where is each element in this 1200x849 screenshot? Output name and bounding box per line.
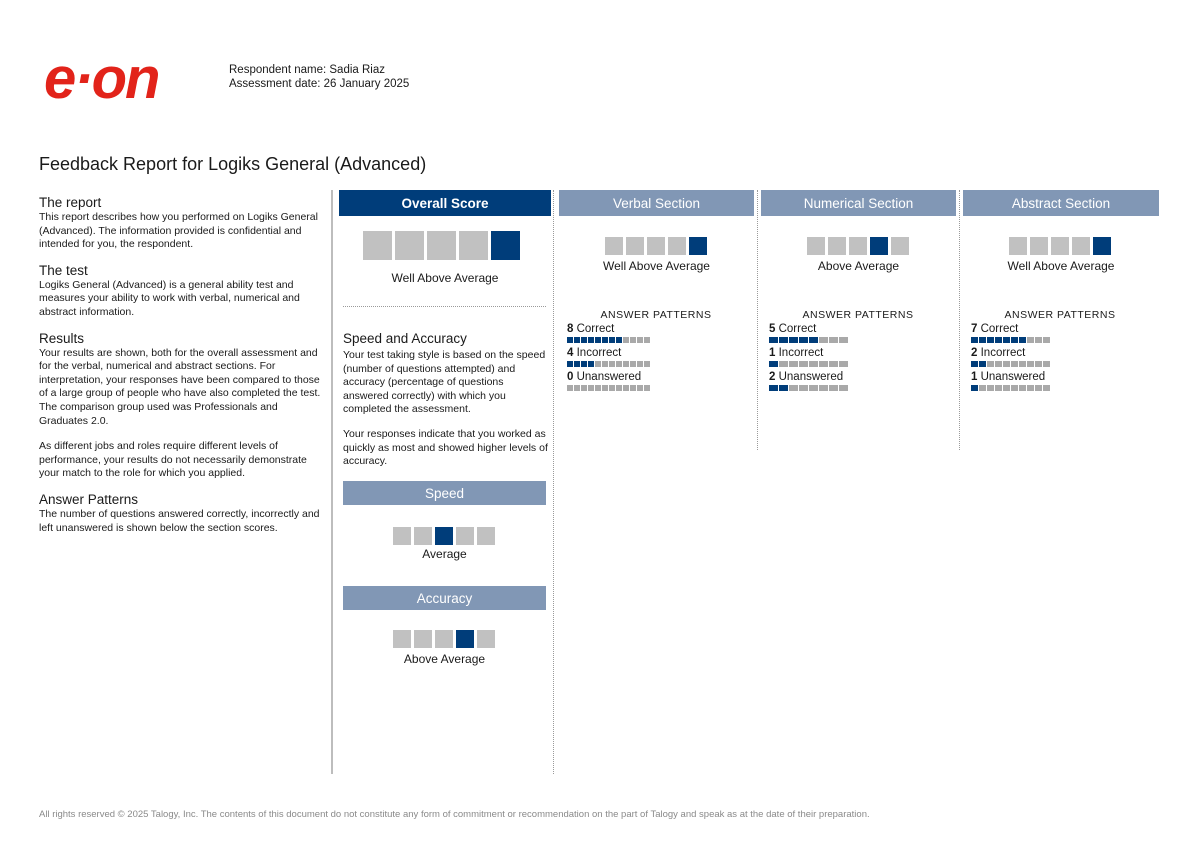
bar-segment-empty [839, 337, 848, 343]
bar-segment-filled [979, 337, 986, 343]
bar-segment-filled [789, 337, 798, 343]
assessment-date: Assessment date: 26 January 2025 [229, 78, 410, 90]
column-divider-dotted [959, 190, 960, 450]
bar-segment-filled [779, 385, 788, 391]
answer-pattern-label: Incorrect [980, 347, 1026, 359]
scale-box [849, 237, 867, 255]
bar-segment-filled [602, 337, 608, 343]
bar-segment-empty [819, 361, 828, 367]
bar-segment-empty [1035, 337, 1042, 343]
bar-segment-empty [819, 385, 828, 391]
bar-segment-empty [616, 385, 622, 391]
answer-pattern-text [971, 323, 1151, 336]
answer-pattern-label: Unanswered [980, 371, 1046, 383]
answer-pattern-count: 8 [567, 323, 574, 335]
scale-box-active [1093, 237, 1111, 255]
bar-segment-filled [971, 337, 978, 343]
answer-pattern-count: 4 [567, 347, 574, 359]
respondent-name: Respondent name: Sadia Riaz [229, 64, 385, 76]
answer-pattern-row [769, 323, 949, 343]
answer-pattern-row [971, 371, 1151, 391]
patterns-heading: Answer Patterns [39, 491, 139, 507]
answer-pattern-bar [971, 361, 1151, 367]
bar-segment-filled [979, 361, 986, 367]
report-text: This report describes how you performed on Logiks General (Advanced). The information provided is confidential and intended for you, the respondent. [39, 211, 318, 251]
scale-box-active [456, 630, 474, 648]
intro-report [39, 195, 324, 252]
speed-accuracy-heading: Speed and Accuracy [343, 331, 467, 346]
overall-score-header: Overall Score [339, 190, 551, 216]
bar-segment-empty [1011, 385, 1018, 391]
answer-pattern-bar [567, 337, 747, 343]
answer-pattern-bar [971, 337, 1151, 343]
bar-segment-empty [644, 385, 650, 391]
speed-accuracy-text-2: Your responses indicate that you worked as quickly as most and showed higher levels of accuracy. [343, 427, 548, 468]
intro-patterns [39, 492, 324, 535]
scale-box [414, 630, 432, 648]
bar-segment-filled [588, 337, 594, 343]
bar-segment-empty [602, 361, 608, 367]
answer-pattern-row [769, 371, 949, 391]
bar-segment-empty [829, 337, 838, 343]
speed-header: Speed [343, 481, 546, 505]
bar-segment-filled [1011, 337, 1018, 343]
accuracy-label: Above Average [403, 652, 486, 666]
answer-pattern-label: Correct [980, 323, 1019, 335]
column-divider-dotted [757, 190, 758, 450]
bar-segment-empty [637, 361, 643, 367]
bar-segment-filled [769, 361, 778, 367]
answer-pattern-text [567, 347, 747, 360]
answer-pattern-bar [769, 385, 949, 391]
test-text: Logiks General (Advanced) is a general ability test and measures your ability to work with verbal, numerical and abstract information. [39, 278, 300, 318]
answer-pattern-bar [769, 337, 949, 343]
abstract-section-scale [1009, 237, 1111, 255]
scale-box [414, 527, 432, 545]
bar-segment-filled [581, 337, 587, 343]
scale-box [891, 237, 909, 255]
answer-pattern-text [971, 347, 1151, 360]
intro-column [39, 195, 324, 546]
test-heading: The test [39, 262, 88, 278]
answer-pattern-label: Incorrect [576, 347, 622, 359]
bar-segment-empty [630, 385, 636, 391]
bar-segment-empty [1027, 361, 1034, 367]
bar-segment-empty [1011, 361, 1018, 367]
bar-segment-filled [567, 361, 573, 367]
bar-segment-filled [769, 337, 778, 343]
answer-pattern-count: 2 [769, 371, 776, 383]
bar-segment-empty [595, 385, 601, 391]
answer-patterns-heading: ANSWER PATTERNS [1004, 309, 1116, 321]
bar-segment-empty [581, 385, 587, 391]
scale-box [435, 630, 453, 648]
bar-segment-empty [588, 385, 594, 391]
bar-segment-empty [839, 385, 848, 391]
scale-box [605, 237, 623, 255]
bar-segment-empty [799, 361, 808, 367]
scale-box [807, 237, 825, 255]
verbal-section-header: Verbal Section [559, 190, 754, 216]
answer-pattern-row [769, 347, 949, 367]
bar-segment-empty [630, 337, 636, 343]
bar-segment-filled [1003, 337, 1010, 343]
answer-pattern-count: 1 [769, 347, 776, 359]
eon-logo [44, 52, 214, 106]
bar-segment-empty [616, 361, 622, 367]
bar-segment-filled [588, 361, 594, 367]
bar-segment-empty [1027, 337, 1034, 343]
overall-score-scale [363, 231, 520, 260]
bar-segment-filled [616, 337, 622, 343]
scale-box [828, 237, 846, 255]
numerical-answer-patterns [769, 309, 949, 395]
bar-segment-empty [637, 337, 643, 343]
bar-segment-empty [987, 361, 994, 367]
answer-pattern-count: 7 [971, 323, 978, 335]
bar-segment-empty [789, 385, 798, 391]
bar-segment-empty [995, 361, 1002, 367]
bar-segment-filled [581, 361, 587, 367]
bar-segment-empty [809, 361, 818, 367]
report-title: Feedback Report for Logiks General (Advanced) [39, 154, 427, 174]
bar-segment-filled [779, 337, 788, 343]
scale-box [1051, 237, 1069, 255]
bar-segment-empty [839, 361, 848, 367]
answer-pattern-row [971, 323, 1151, 343]
bar-segment-empty [574, 385, 580, 391]
scale-box [395, 231, 424, 260]
answer-pattern-row [971, 347, 1151, 367]
scale-box [393, 630, 411, 648]
verbal-section-scale [605, 237, 707, 255]
answer-pattern-count: 0 [567, 371, 574, 383]
bar-segment-empty [1019, 361, 1026, 367]
answer-pattern-label: Incorrect [778, 347, 824, 359]
bar-segment-empty [637, 385, 643, 391]
bar-segment-empty [1019, 385, 1026, 391]
accuracy-header: Accuracy [343, 586, 546, 610]
answer-pattern-row [567, 323, 747, 343]
speed-scale [393, 527, 495, 545]
bar-segment-empty [644, 337, 650, 343]
answer-pattern-label: Unanswered [778, 371, 844, 383]
separator [343, 306, 546, 307]
answer-pattern-text [567, 323, 747, 336]
scale-box [626, 237, 644, 255]
intro-test [39, 263, 324, 320]
bar-segment-empty [995, 385, 1002, 391]
bar-segment-filled [609, 337, 615, 343]
bar-segment-empty [623, 337, 629, 343]
bar-segment-filled [995, 337, 1002, 343]
bar-segment-filled [971, 385, 978, 391]
answer-pattern-text [567, 371, 747, 384]
scale-box [1030, 237, 1048, 255]
bar-segment-empty [1043, 385, 1050, 391]
scale-box [477, 630, 495, 648]
scale-box-active [435, 527, 453, 545]
scale-box [459, 231, 488, 260]
bar-segment-empty [1043, 337, 1050, 343]
scale-box [477, 527, 495, 545]
bar-segment-filled [987, 337, 994, 343]
svg-text:e·on: e·on [44, 52, 159, 106]
bar-segment-empty [829, 385, 838, 391]
footer-copyright: All rights reserved © 2025 Talogy, Inc. The contents of this document do not constitute any form of commitment or recommendation on the part of Talogy and speak as at the date of their preparation. [39, 809, 870, 820]
answer-pattern-row [567, 347, 747, 367]
speed-accuracy [343, 331, 548, 469]
answer-pattern-label: Unanswered [576, 371, 642, 383]
scale-box [668, 237, 686, 255]
answer-pattern-label: Correct [778, 323, 817, 335]
bar-segment-empty [1003, 361, 1010, 367]
bar-segment-empty [809, 385, 818, 391]
intro-results [39, 331, 324, 481]
bar-segment-empty [609, 361, 615, 367]
overall-score-label: Well Above Average [391, 271, 499, 285]
results-text-1: Your results are shown, both for the overall assessment and for the verbal, numerical and abstract sections. For interpretation, your responses have been compared to those of a large group of people who have also completed the test. The comparison group used was Professionals and Graduates 2.0. [39, 346, 321, 427]
scale-box [456, 527, 474, 545]
bar-segment-filled [595, 337, 601, 343]
scale-box [1072, 237, 1090, 255]
bar-segment-empty [979, 385, 986, 391]
bar-segment-filled [567, 337, 573, 343]
answer-pattern-count: 2 [971, 347, 978, 359]
bar-segment-empty [1003, 385, 1010, 391]
bar-segment-empty [595, 361, 601, 367]
scale-box-active [491, 231, 520, 260]
bar-segment-empty [987, 385, 994, 391]
answer-patterns-heading: ANSWER PATTERNS [600, 309, 712, 321]
bar-segment-empty [789, 361, 798, 367]
bar-segment-empty [1035, 361, 1042, 367]
bar-segment-empty [609, 385, 615, 391]
report-heading: The report [39, 195, 102, 210]
abstract-section-label: Well Above Average [1007, 259, 1115, 273]
column-divider [331, 190, 333, 774]
results-text-2: As different jobs and roles require different levels of performance, your results do not necessarily demonstrate your match to the role for which you applied. [39, 440, 307, 480]
answer-pattern-bar [769, 361, 949, 367]
answer-pattern-text [769, 323, 949, 336]
bar-segment-filled [799, 337, 808, 343]
verbal-section-label: Well Above Average [603, 259, 710, 273]
bar-segment-empty [819, 337, 828, 343]
bar-segment-filled [1019, 337, 1026, 343]
answer-pattern-text [769, 371, 949, 384]
bar-segment-empty [623, 385, 629, 391]
answer-pattern-label: Correct [576, 323, 615, 335]
scale-box [1009, 237, 1027, 255]
bar-segment-empty [799, 385, 808, 391]
answer-pattern-text [971, 371, 1151, 384]
column-divider-dotted [553, 190, 554, 774]
bar-segment-empty [1035, 385, 1042, 391]
bar-segment-empty [829, 361, 838, 367]
speed-label: Average [422, 547, 467, 561]
answer-pattern-count: 1 [971, 371, 978, 383]
scale-box [427, 231, 456, 260]
bar-segment-empty [644, 361, 650, 367]
patterns-text: The number of questions answered correctly, incorrectly and left unanswered is shown below the section scores. [39, 507, 320, 534]
numerical-section-header: Numerical Section [761, 190, 956, 216]
abstract-answer-patterns [971, 309, 1151, 395]
bar-segment-filled [574, 361, 580, 367]
bar-segment-empty [630, 361, 636, 367]
answer-pattern-text [769, 347, 949, 360]
bar-segment-filled [769, 385, 778, 391]
answer-pattern-bar [971, 385, 1151, 391]
bar-segment-empty [623, 361, 629, 367]
speed-accuracy-text-1: Your test taking style is based on the speed (number of questions attempted) and accuracy (percentage of questions answered correctly) with which you completed the assessment. [343, 349, 546, 416]
bar-segment-filled [971, 361, 978, 367]
bar-segment-filled [809, 337, 818, 343]
verbal-answer-patterns [567, 309, 747, 395]
results-heading: Results [39, 330, 85, 346]
answer-pattern-bar [567, 385, 747, 391]
bar-segment-empty [567, 385, 573, 391]
answer-pattern-row [567, 371, 747, 391]
respondent-info [229, 63, 409, 91]
bar-segment-empty [779, 361, 788, 367]
bar-segment-empty [1043, 361, 1050, 367]
numerical-section-scale [807, 237, 909, 255]
abstract-section-header: Abstract Section [963, 190, 1159, 216]
scale-box-active [689, 237, 707, 255]
bar-segment-empty [602, 385, 608, 391]
bar-segment-empty [1027, 385, 1034, 391]
bar-segment-filled [574, 337, 580, 343]
answer-patterns-heading: ANSWER PATTERNS [802, 309, 914, 321]
numerical-section-label: Above Average [817, 259, 900, 273]
scale-box [393, 527, 411, 545]
answer-pattern-count: 5 [769, 323, 776, 335]
scale-box [647, 237, 665, 255]
scale-box-active [870, 237, 888, 255]
scale-box [363, 231, 392, 260]
answer-pattern-bar [567, 361, 747, 367]
accuracy-scale [393, 630, 495, 648]
